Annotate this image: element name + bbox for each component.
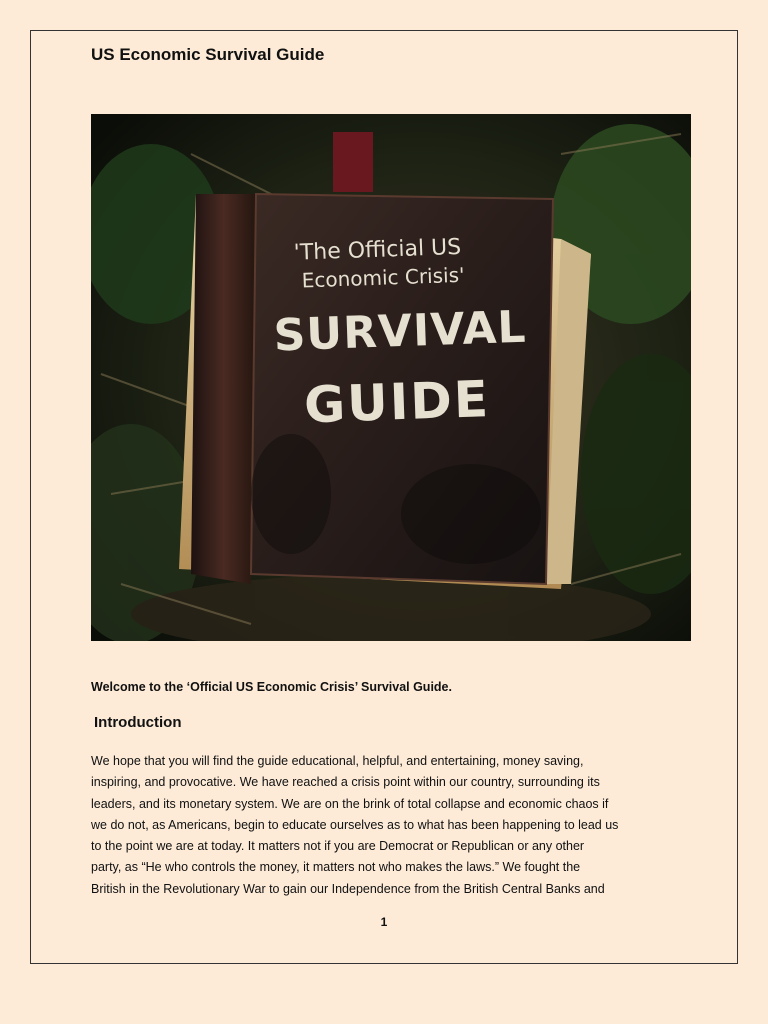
body-line: inspiring, and provocative. We have reached a crisis point within our country, surrounding its bbox=[91, 775, 600, 790]
body-line: to the point we are at today. It matters not if you are Democrat or Republican or any other bbox=[91, 839, 585, 854]
cover-image bbox=[91, 114, 691, 641]
book-title-line3: SURVIVAL bbox=[272, 301, 528, 362]
welcome-text: Welcome to the ‘Official US Economic Crisis’ Survival Guide. bbox=[91, 680, 452, 694]
survival-guide-book-illustration bbox=[91, 114, 691, 641]
document-title: US Economic Survival Guide bbox=[91, 45, 325, 64]
body-line: We hope that you will find the guide educational, helpful, and entertaining, money saving, bbox=[91, 754, 584, 768]
body-line: party, as “He who controls the money, it matters not who makes the laws.” We fought the bbox=[91, 860, 581, 875]
body-line: leaders, and its monetary system. We are on the brink of total collapse and economic chaos if bbox=[91, 796, 609, 811]
body-line: British in the Revolutionary War to gain our Independence from the British Central Banks and bbox=[91, 881, 605, 896]
body-paragraph bbox=[91, 751, 691, 900]
book-title-line4: GUIDE bbox=[303, 369, 491, 435]
body-line: we do not, as Americans, begin to educate ourselves as to what has been happening to lead us bbox=[91, 817, 619, 832]
book-title-line1: 'The Official US bbox=[293, 234, 462, 266]
book-title-line2: Economic Crisis' bbox=[301, 262, 465, 293]
page-number: 1 bbox=[380, 915, 388, 929]
section-heading-introduction: Introduction bbox=[94, 714, 182, 731]
